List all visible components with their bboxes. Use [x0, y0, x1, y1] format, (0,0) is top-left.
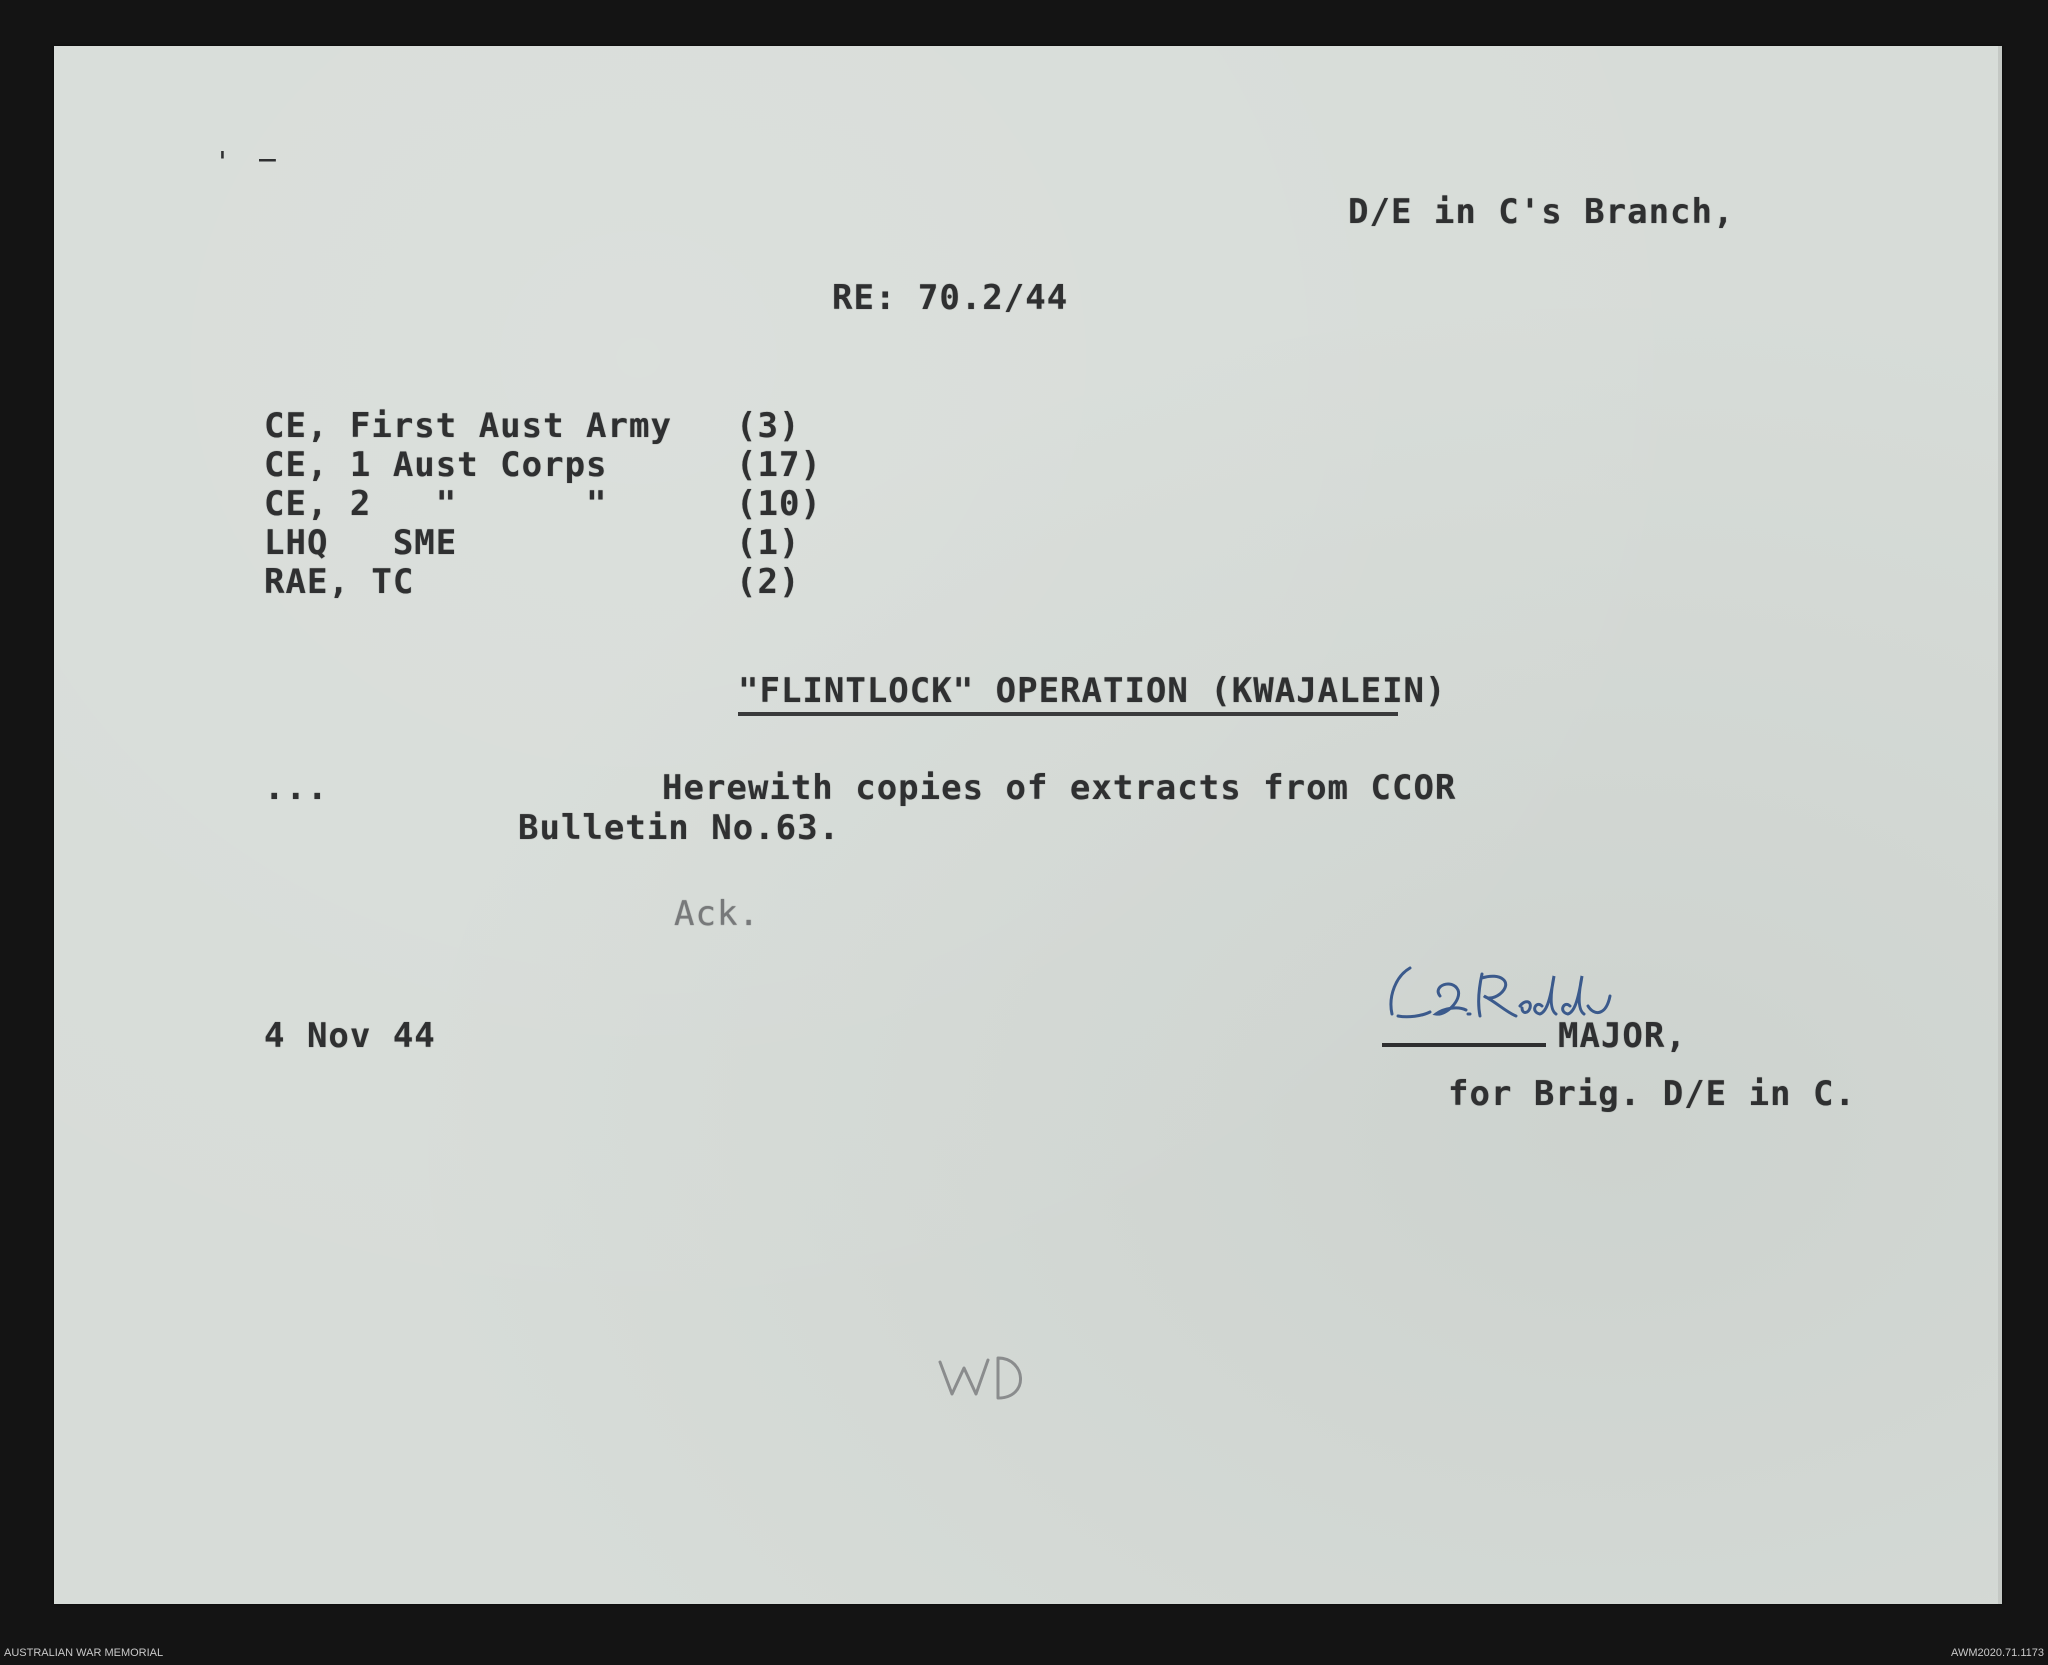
list-item-addressee: CE, 2 " " [264, 484, 608, 524]
list-item-copies: (10) [736, 484, 822, 524]
paper-edge [1998, 46, 2002, 1604]
list-item-copies: (17) [736, 445, 822, 485]
acknowledge-text: Ack. [674, 894, 760, 934]
list-item-copies: (2) [736, 562, 801, 602]
list-item-addressee: CE, 1 Aust Corps [264, 445, 608, 485]
paragraph-marker: ... [264, 768, 329, 808]
list-item-addressee: LHQ SME [264, 523, 458, 563]
stray-mark: ‾ [259, 154, 276, 187]
signature-line [1382, 1043, 1546, 1047]
subject-heading: "FLINTLOCK" OPERATION (KWAJALEIN) [738, 671, 1447, 711]
branch-line: D/E in C's Branch, [1348, 192, 1735, 232]
reference-number: RE: 70.2/44 [832, 278, 1069, 318]
stray-mark: ˈ [214, 146, 231, 179]
list-item-copies: (3) [736, 406, 801, 446]
signatory-rank: MAJOR, [1558, 1016, 1687, 1056]
footer-accession-number: AWM2020.71.1173 [1951, 1647, 2044, 1659]
footer-institution: AUSTRALIAN WAR MEMORIAL [4, 1647, 164, 1659]
pencil-note [934, 1342, 1044, 1412]
subject-underline [738, 712, 1398, 716]
list-item-addressee: RAE, TC [264, 562, 415, 602]
signatory-for: for Brig. D/E in C. [1448, 1074, 1856, 1114]
document-page [54, 46, 2002, 1604]
list-item-addressee: CE, First Aust Army [264, 406, 672, 446]
list-item-copies: (1) [736, 523, 801, 563]
body-text-line: Bulletin No.63. [518, 808, 841, 848]
document-date: 4 Nov 44 [264, 1016, 436, 1056]
archive-footer [0, 1639, 2048, 1665]
body-text-line: Herewith copies of extracts from CCOR [662, 768, 1457, 808]
